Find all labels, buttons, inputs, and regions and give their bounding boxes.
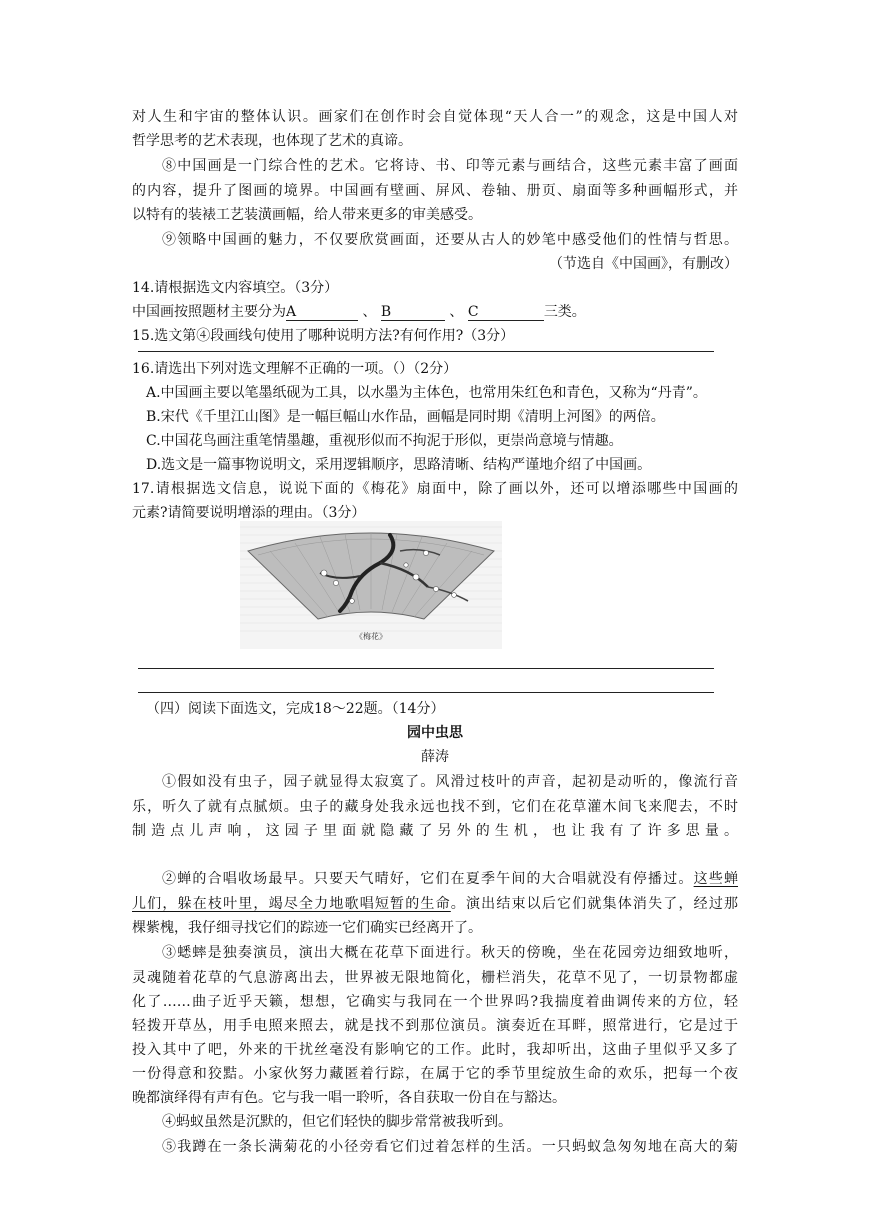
underlined-sentence: 儿们，躲在枝叶里，竭尽全力地歌唱短暂的生命 [132, 896, 451, 912]
text-line: ①假如没有虫子，园子就显得太寂寞了。风滑过枝叶的声音，起初是动听的，像流行音 [162, 774, 738, 790]
source-note: （节选自《中国画》，有删改） [549, 256, 738, 272]
question-17: 17.请根据选文信息，说说下面的《梅花》扇面中，除了画以外，还可以增添哪些中国画的 [132, 481, 738, 497]
question-17: 元素?请简要说明增添的理由。（3分） [132, 505, 366, 521]
answer-line[interactable] [138, 692, 714, 693]
question-15: 15.选文第④段画线句使用了哪种说明方法?有何作用?（3分） [132, 328, 515, 344]
answer-line[interactable] [138, 351, 714, 352]
text-line: 棵紫槐，我仔细寻找它们的踪迹一它们确实已经离开了。 [132, 920, 482, 936]
text-line: 投入其中了吧，外来的干扰丝毫没有影响它的工作。此时，我却听出，这曲子里似乎又多了 [132, 1042, 738, 1058]
text-line: ②蝉的合唱收场最早。只要天气晴好，它们在夏季午间的大合唱就没有停播过。这些蝉 [162, 871, 739, 887]
text-line: 轻拨开草丛，用手电照来照去，就是找不到那位演员。演奏近在耳畔，照常进行，它是过于 [132, 1018, 738, 1034]
text-line: 的内容，提升了图画的境界。中国画有壁画、屏风、卷轴、册页、扇面等多种画幅形式，并 [132, 183, 738, 199]
article-author: 薛涛 [421, 749, 449, 765]
text-line: 晚都演绎得有声有色。它与我一唱一聆听，各自获取一份自在与豁达。 [132, 1090, 566, 1106]
text-line: ⑤我蹲在一条长满菊花的小径旁看它们过着怎样的生活。一只蚂蚁急匆匆地在高大的菊 [162, 1139, 738, 1155]
plum-blossom-fan-painting [240, 521, 502, 649]
text-line: ③蟋蟀是独奏演员，演出大概在花草下面进行。秋天的傍晚，坐在花园旁边细致地听， [162, 945, 738, 961]
question-14: 14.请根据选文内容填空。（3分） [132, 280, 339, 296]
text-line: 对人生和宇宙的整体认识。画家们在创作时会自觉体现“天人合一”的观念，这是中国人对 [132, 109, 738, 125]
text-line: ⑨领略中国画的魅力，不仅要欣赏画面，还要从古人的妙笔中感受他们的性情与哲思。 [162, 232, 738, 248]
question-14-fill: 中国画按照题材主要分为A 、 B 、 C 三类。 [132, 304, 586, 320]
text-line: 一份得意和狡黠。小家伙努力藏匿着行踪，在属于它的季节里绽放生命的欢乐，把每一个夜 [132, 1066, 738, 1082]
option-c[interactable]: C.中国花鸟画注重笔情墨趣，重视形似而不拘泥于形似，更崇尚意境与情趣。 [146, 433, 623, 449]
text-line: 灵魂随着花草的气息游离出去，世界被无限地简化，栅栏消失，花草不见了，一切景物都虚 [132, 970, 738, 986]
text-line: 乐，听久了就有点腻烦。虫子的藏身处我永远也找不到，它们在花草灌木间飞来爬去，不时 [132, 799, 738, 815]
text-line: 制造点儿声响，这园子里面就隐藏了另外的生机，也让我有了许多思量。 [132, 823, 738, 839]
option-b[interactable]: B.宋代《千里江山图》是一幅巨幅山水作品，画幅是同时期《清明上河图》的两倍。 [146, 409, 665, 425]
option-d[interactable]: D.选文是一篇事物说明文，采用逻辑顺序，思路清晰、结构严谨地介绍了中国画。 [146, 457, 652, 473]
image-caption: 《梅花》 [355, 632, 387, 641]
underlined-sentence: 这些蝉 [693, 871, 739, 887]
blank-b[interactable]: B [381, 304, 445, 321]
question-16: 16.请选出下列对选文理解不正确的一项。（）（2分） [132, 361, 458, 377]
text-line: 哲学思考的艺术表现，也体现了艺术的真谛。 [132, 133, 412, 149]
text-line: ⑧中国画是一门综合性的艺术。它将诗、书、印等元素与画结合，这些元素丰富了画面 [162, 158, 738, 174]
article-title: 园中虫思 [407, 725, 463, 741]
section-heading: （四）阅读下面选文，完成18～22题。（14分） [146, 701, 445, 717]
blank-a[interactable]: A [286, 304, 358, 321]
text-line: 以特有的装裱工艺装潢画幅，给人带来更多的审美感受。 [132, 207, 482, 223]
text-line: 化了……曲子近乎天籁，想想，它确实与我同在一个世界吗?我揣度着曲调传来的方位，轻 [132, 994, 738, 1010]
text-line: 儿们，躲在枝叶里，竭尽全力地歌唱短暂的生命。演出结束以后它们就集体消失了，经过那 [132, 896, 739, 912]
option-a[interactable]: A.中国画主要以笔墨纸砚为工具，以水墨为主体色，也常用朱红色和青色，又称为“丹青”。 [146, 385, 707, 401]
answer-line[interactable] [138, 668, 714, 669]
blank-c[interactable]: C [468, 304, 544, 321]
text-line: ④蚂蚁虽然是沉默的，但它们轻快的脚步常常被我听到。 [162, 1114, 512, 1130]
